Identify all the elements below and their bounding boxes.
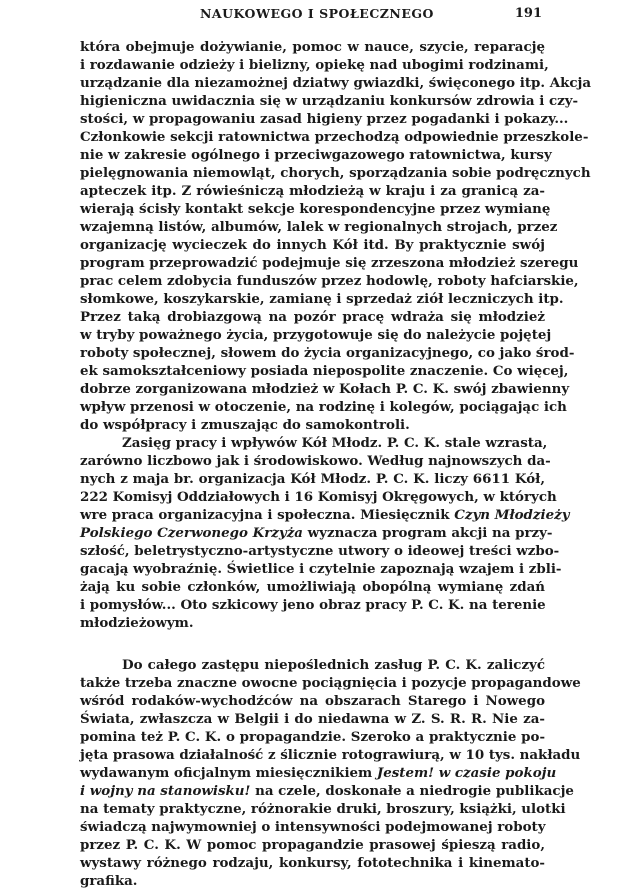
italic-title: Czyn Młodzieży bbox=[454, 507, 570, 523]
text-line: i rozdawanie odzieży i bielizny, opiekę nad ubogimi rodzinami, bbox=[80, 57, 549, 73]
text-line: nych z maja br. organizacja Kół Młodz. P. C. K. liczy 6611 Kół, bbox=[80, 471, 545, 487]
text-line: wydawanym oficjalnym miesięcznikiem Jestem! w czasie pokoju bbox=[80, 765, 557, 781]
text-line: pielęgnowania niemowląt, chorych, sporządzania sobie podręcznych bbox=[80, 165, 591, 181]
text-line: apteczek itp. Z rówieśniczą młodzieżą w kraju i za granicą za- bbox=[80, 183, 545, 199]
text-line: i wojny na stanowisku! na czele, doskonałe a niedrogie publikacje bbox=[80, 783, 574, 799]
italic-title: i wojny na stanowisku! bbox=[80, 783, 251, 799]
text-line: na tematy praktyczne, różnorakie druki, broszury, książki, ulotki bbox=[80, 801, 566, 817]
text-line: przez P. C. K. W pomoc propagandzie prasowej śpieszą radio, bbox=[80, 837, 545, 853]
text-line: Zasięg pracy i wpływów Kół Młodz. P. C. K. stale wzrasta, bbox=[122, 435, 548, 451]
text-line: szłość, beletrystyczno-artystyczne utwory o ideowej treści wzbo- bbox=[80, 543, 560, 559]
text-line: roboty społecznej, słowem do życia organizacyjnego, co jako środ- bbox=[80, 345, 575, 361]
text-line: do współpracy i zmuszając do samokontroli. bbox=[80, 417, 410, 433]
text-line: higieniczna uwidacznia się w urządzaniu konkursów zdrowia i czy- bbox=[80, 93, 579, 109]
page-number: 191 bbox=[514, 6, 542, 21]
italic-title: Jestem! w czasie pokoju bbox=[376, 765, 557, 781]
text-line: prac celem zdobycia funduszów przez hodowlę, roboty hafciarskie, bbox=[80, 273, 579, 289]
text-line: organizację wycieczek do innych Kół itd. By praktycznie swój bbox=[80, 237, 545, 253]
text-line: urządzanie dla niezamożnej dziatwy gwiazdki, święconego itp. Akcja bbox=[80, 75, 592, 91]
text-line: Do całego zastępu niepoślednich zasług P. C. K. zaliczyć bbox=[122, 657, 545, 673]
text-line: która obejmuje dożywianie, pomoc w nauce, szycie, reparację bbox=[80, 39, 545, 55]
text-line: 222 Komisyj Oddziałowych i 16 Komisyj Okręgowych, w których bbox=[80, 489, 557, 505]
text-line: Świata, zwłaszcza w Belgii i do niedawna w Z. S. R. R. Nie za- bbox=[80, 711, 545, 727]
text-line: słomkowe, koszykarskie, zamianę i sprzedaż ziół leczniczych itp. bbox=[80, 291, 564, 307]
text-line: Przez taką drobiazgową na pozór pracę wdraża się młodzież bbox=[80, 309, 545, 325]
text-line: pomina też P. C. K. o propagandzie. Szeroko a praktycznie po- bbox=[80, 729, 545, 745]
page-header bbox=[80, 6, 550, 26]
text-line: grafika. bbox=[80, 873, 138, 889]
text-line: stości, w propagowaniu zasad higieny przez pogadanki i pokazy... bbox=[80, 111, 569, 127]
text-line: jęta prasowa działalność z ślicznie rotograwiurą, w 10 tys. nakładu bbox=[80, 747, 581, 763]
text-line: wśród rodaków-wychodźców na obszarach Starego i Nowego bbox=[80, 693, 545, 709]
text-line: wierają ścisły kontakt sekcje korespondencyjne przez wymianę bbox=[80, 201, 551, 217]
text-line: i pomysłów... Oto szkicowy jeno obraz pracy P. C. K. na terenie bbox=[80, 597, 546, 613]
text-line: wre praca organizacyjna i społeczna. Miesięcznik Czyn Młodzieży bbox=[80, 507, 570, 523]
text-line: wystawy różnego rodzaju, konkursy, fototechnika i kinemato- bbox=[80, 855, 545, 871]
text-line: świadczą najwymowniej o intensywności podejmowanej roboty bbox=[80, 819, 546, 835]
italic-title: Polskiego Czerwonego Krzyża bbox=[80, 525, 303, 541]
text-line: dobrze zorganizowana młodzież w Kołach P. C. K. swój zbawienny bbox=[80, 381, 570, 397]
text-line: zarówno liczbowo jak i środowiskowo. Według najnowszych da- bbox=[80, 453, 551, 469]
text-line: ek samokształceniowy posiada niepospolite znaczenie. Co więcej, bbox=[80, 363, 569, 379]
text-line: Członkowie sekcji ratownictwa przechodzą odpowiednie przeszkole- bbox=[80, 129, 589, 145]
running-head: NAUKOWEGO I SPOŁECZNEGO bbox=[200, 6, 434, 21]
text-line: nie w zakresie ogólnego i przeciwgazowego ratownictwa, kursy bbox=[80, 147, 552, 163]
text-line: w tryby poważnego życia, przygotowuje się do należycie pojętej bbox=[80, 327, 552, 343]
text-line: żają ku sobie członków, umożliwiają obopólną wymianę zdań bbox=[80, 579, 545, 595]
text-line: gacają wyobraźnię. Świetlice i czytelnie zapoznają wzajem i zbli- bbox=[80, 561, 562, 577]
text-line: Polskiego Czerwonego Krzyża wyznacza program akcji na przy- bbox=[80, 525, 553, 541]
text-line: młodzieżowym. bbox=[80, 615, 194, 631]
text-line: wpływ przenosi w otoczenie, na rodzinę i kolegów, pociągając ich bbox=[80, 399, 567, 415]
text-line: także trzeba znaczne owocne pociągnięcia i pozycje propagandowe bbox=[80, 675, 581, 691]
text-line: wzajemną listów, albumów, lalek w regionalnych strojach, przez bbox=[80, 219, 558, 235]
text-line: program przeprowadzić podejmuje się zrzeszona młodzież szeregu bbox=[80, 255, 579, 271]
